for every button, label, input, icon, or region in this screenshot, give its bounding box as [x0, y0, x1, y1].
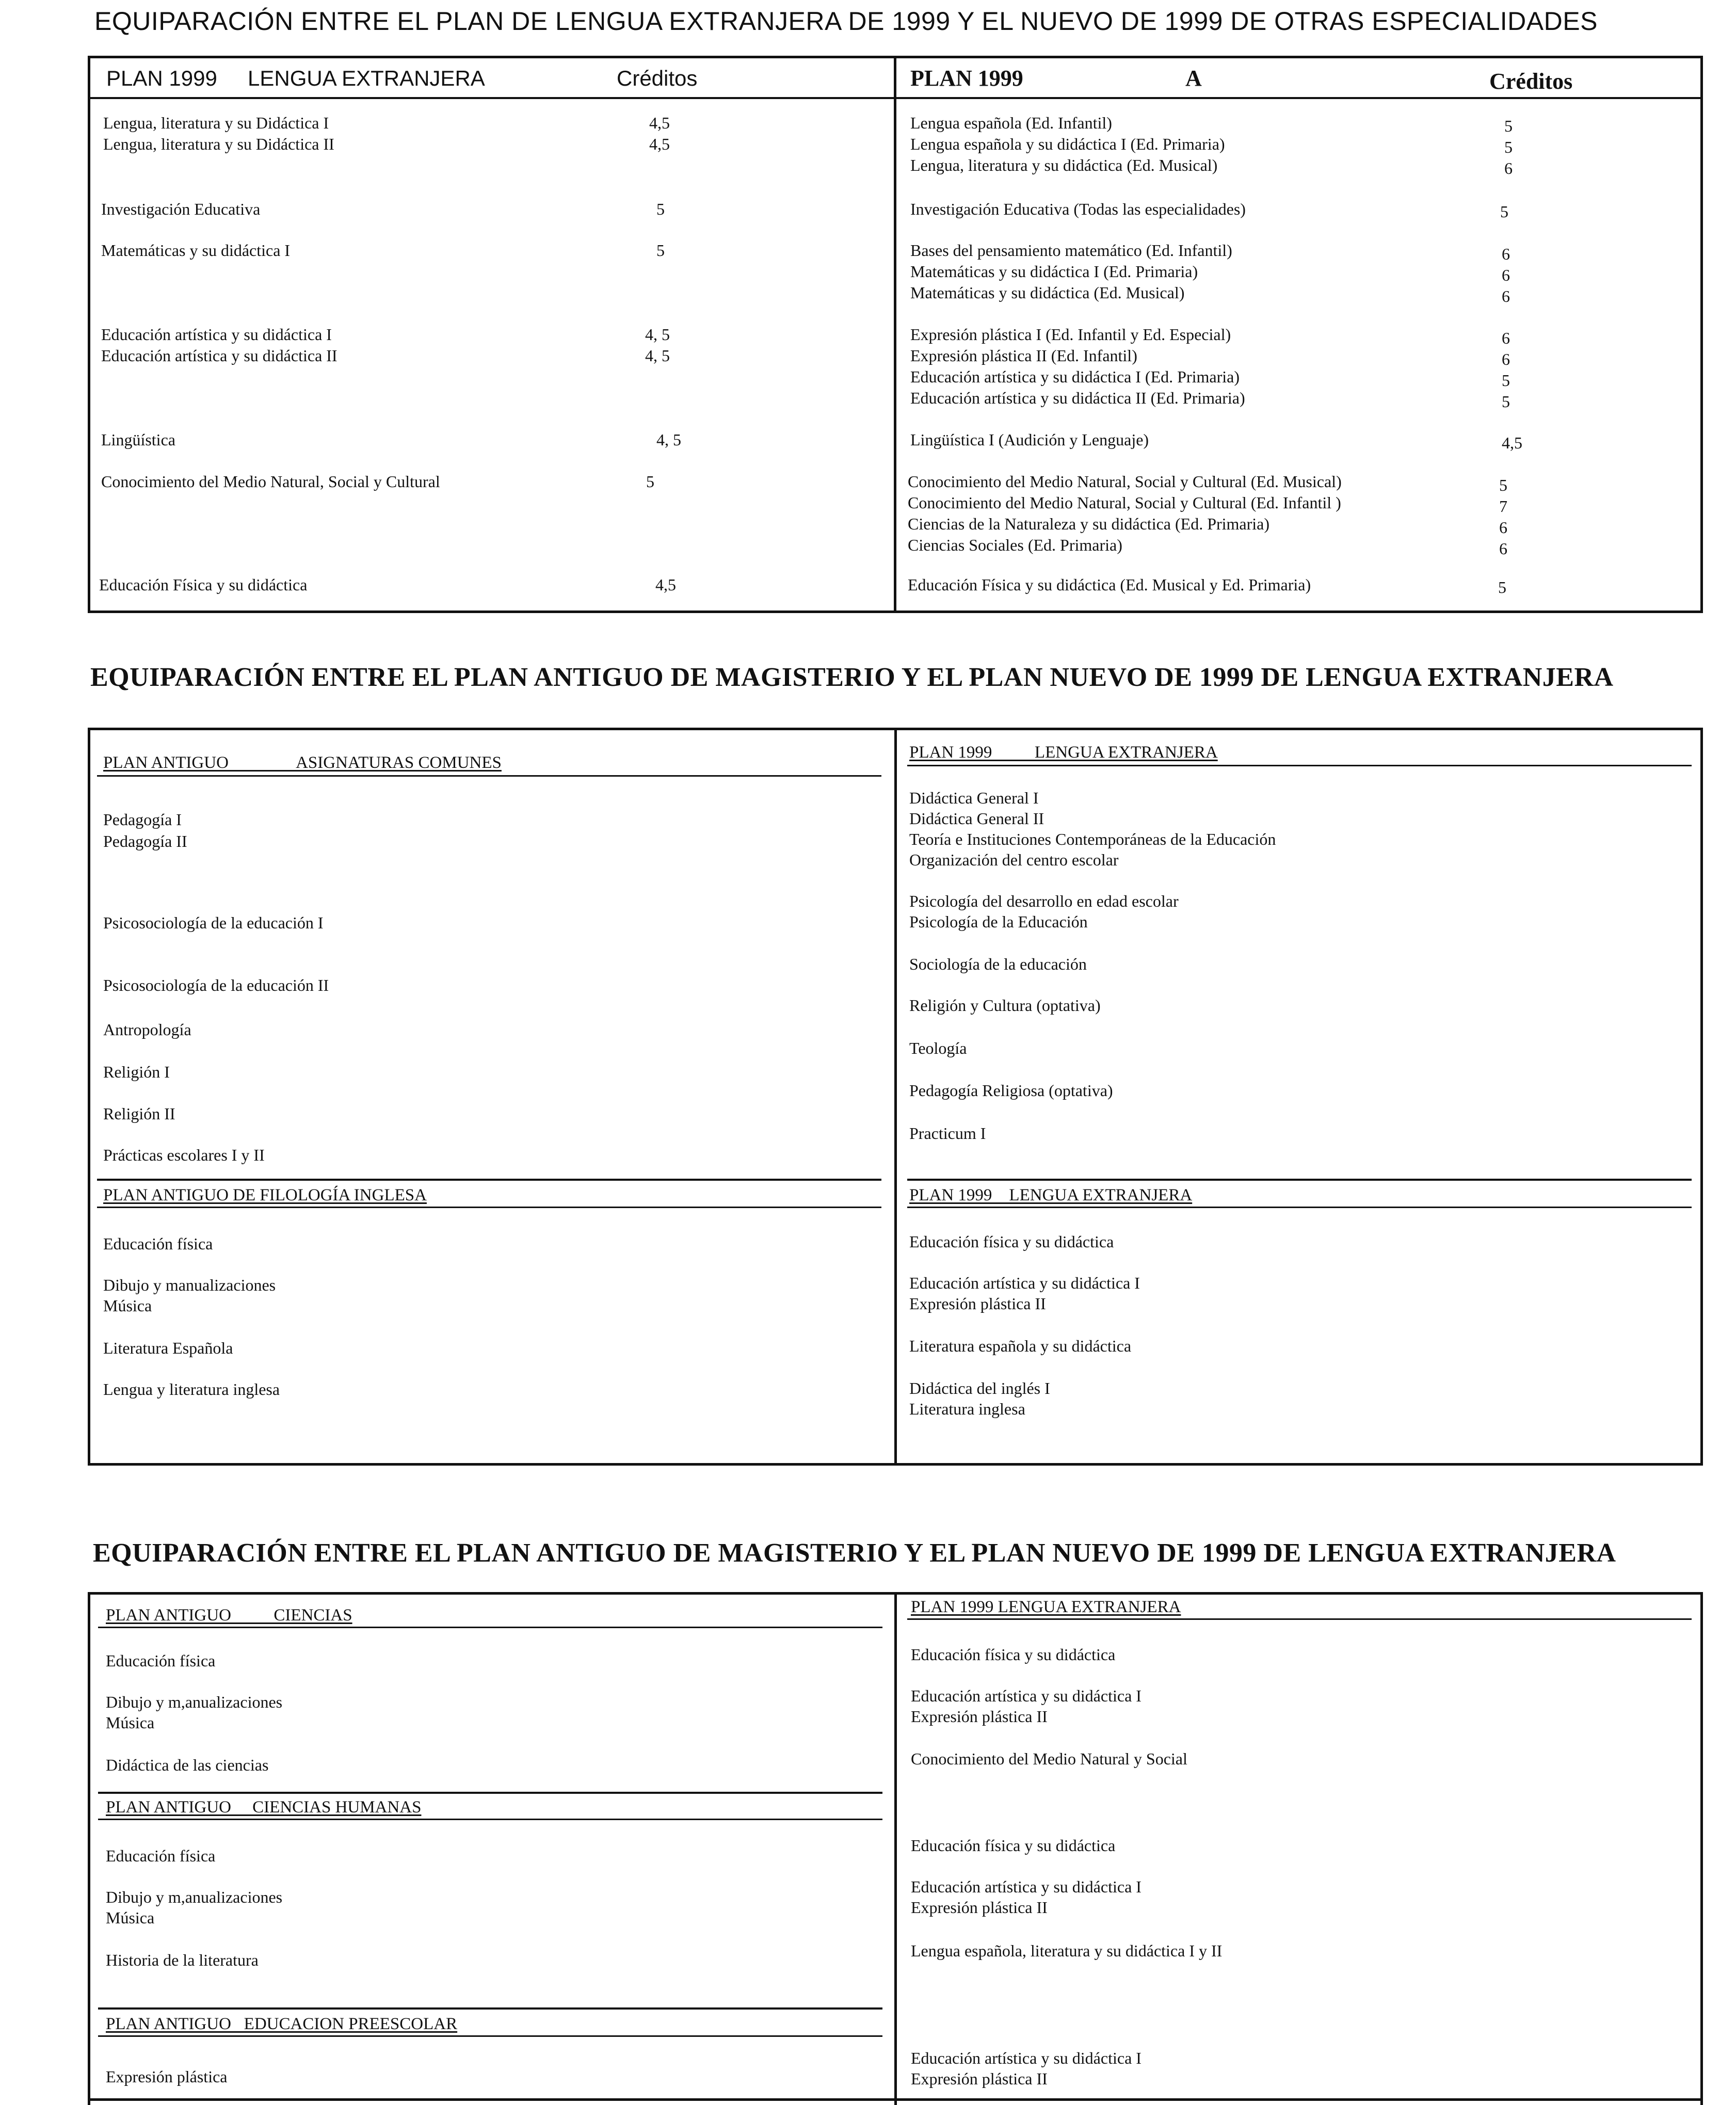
s1-right-credits: 6 [1504, 159, 1513, 178]
s1-left-credits: 4,5 [649, 114, 670, 132]
s1-group-3-right [910, 240, 1232, 303]
s3-b2-left-row: Educación física [106, 1846, 216, 1865]
s1-group-2-right [910, 199, 1246, 220]
s1-left-header-credits: Créditos [617, 66, 698, 90]
s1-left-subject: Educación artística y su didáctica I [101, 325, 332, 344]
s1-right-credits: 5 [1504, 138, 1513, 156]
s1-right-subject: Expresión plástica I (Ed. Infantil y Ed. Especial) [910, 325, 1231, 344]
s2-b1-left-row: Pedagogía I [103, 810, 182, 829]
s1-group-1-right-credits [1504, 116, 1513, 179]
s2-b1-right-row: Psicología del desarrollo en edad escolar [909, 892, 1179, 910]
s1-group-5-right [910, 429, 1149, 451]
s3-b1-left-row: Dibujo y m,anualizaciones [106, 1693, 283, 1711]
s1-right-credits: 5 [1499, 476, 1507, 494]
s2-b2-left-header: PLAN ANTIGUO DE FILOLOGÍA INGLESA [103, 1186, 427, 1204]
s2-b1-left-row: Antropología [103, 1020, 191, 1039]
s2-b2-right-row: Didáctica del inglés I [909, 1379, 1050, 1397]
s2-b1-left-row: Religión I [103, 1063, 170, 1081]
s2-b1-left-row: Pedagogía II [103, 832, 187, 850]
s2-b1-left-row: Psicosociología de la educación I [103, 913, 324, 932]
s1-left-subject: Conocimiento del Medio Natural, Social y Cultural [101, 472, 440, 491]
section3-title: EQUIPARACIÓN ENTRE EL PLAN ANTIGUO DE MAGISTERIO Y EL PLAN NUEVO DE 1999 DE LENGUA EXTRANJERA [93, 1538, 1616, 1568]
s1-group-1-right [910, 113, 1225, 176]
s1-group-3-right-credits [1502, 244, 1510, 307]
s2-b1-left-row: Psicosociología de la educación II [103, 976, 329, 994]
s3-b1-right-row: Educación artística y su didáctica I [911, 1686, 1142, 1705]
s1-right-credits: 6 [1502, 266, 1510, 284]
s1-left-credits: 4,5 [649, 135, 670, 153]
s1-right-credits: 5 [1498, 578, 1506, 597]
s1-group-6-right [908, 471, 1342, 556]
s1-left-credits: 5 [646, 472, 654, 491]
s2-b1-right-rule [907, 765, 1692, 766]
s1-right-credits: 5 [1500, 202, 1508, 221]
s2-b1-right-row: Practicum I [909, 1124, 986, 1143]
s1-right-header-credits: Créditos [1489, 69, 1573, 94]
s2-b2-left-rule [97, 1207, 881, 1208]
s1-right-subject: Conocimiento del Medio Natural, Social y Cultural (Ed. Infantil ) [908, 493, 1341, 512]
s1-right-header-plan: PLAN 1999 [910, 66, 1023, 91]
s1-group-4-left [101, 324, 337, 366]
s2-b1-right-row: Teología [909, 1039, 967, 1057]
s1-left-subject: Investigación Educativa [101, 200, 261, 218]
section1-header-rule [88, 97, 1703, 99]
s3-b3-left-row: Expresión plástica [106, 2067, 228, 2086]
section3-divider [894, 1592, 897, 2105]
s1-right-credits: 7 [1499, 497, 1507, 516]
s1-left-subject: Matemáticas y su didáctica I [101, 241, 291, 260]
s2-b2-left-row: Dibujo y manualizaciones [103, 1276, 276, 1294]
s1-group-7-right-credits [1498, 577, 1506, 598]
s1-left-credits: 5 [656, 241, 665, 260]
section1-divider [894, 56, 896, 613]
s1-right-credits: 6 [1502, 245, 1510, 263]
s1-right-credits: 6 [1502, 329, 1510, 347]
s1-group-6-right-credits [1499, 475, 1507, 559]
s2-b2-right-row: Educación artística y su didáctica I [909, 1274, 1140, 1292]
s1-group-5-right-credits [1502, 432, 1522, 454]
s1-group-1-left [103, 113, 334, 155]
s2-b1-right-row: Teoría e Instituciones Contemporáneas de la Educación [909, 830, 1276, 848]
s1-right-subject: Lengua, literatura y su didáctica (Ed. Musical) [910, 156, 1218, 174]
s2-b2-left-row: Educación física [103, 1234, 213, 1253]
s1-left-credits: 4,5 [655, 575, 676, 594]
s3-b2-right-row: Lengua española, literatura y su didáctica I y II [911, 1941, 1223, 1960]
s3-bottom-rule [88, 2098, 1703, 2101]
s3-b1-right-header: PLAN 1999 LENGUA EXTRANJERA [911, 1598, 1181, 1616]
s1-left-header-plan: PLAN 1999 [106, 66, 217, 90]
s1-group-3-left-credits [656, 240, 665, 261]
section1-title: EQUIPARACIÓN ENTRE EL PLAN DE LENGUA EXTRANJERA DE 1999 Y EL NUEVO DE 1999 DE OTRAS ESPECIALIDADES [94, 7, 1598, 36]
s1-right-subject: Lingüística I (Audición y Lenguaje) [910, 430, 1149, 449]
s3-b2-left-row: Historia de la literatura [106, 1951, 259, 1969]
s1-left-credits: 4, 5 [656, 430, 681, 449]
s2-b1-left-rule [97, 775, 881, 777]
s1-group-1-left-credits [649, 113, 670, 155]
s1-group-4-right-credits [1502, 328, 1510, 412]
s2-b1-left-row: Prácticas escolares I y II [103, 1146, 265, 1164]
s1-right-credits: 4,5 [1502, 433, 1522, 452]
s2-b1-right-row: Didáctica General II [909, 809, 1044, 828]
s2-b2-right-row: Literatura española y su didáctica [909, 1337, 1132, 1355]
s1-right-subject: Matemáticas y su didáctica I (Ed. Primaria) [910, 262, 1198, 281]
s1-left-credits: 4, 5 [645, 346, 670, 365]
s1-group-4-left-credits [645, 324, 670, 366]
s2-b1-right-header: PLAN 1999 LENGUA EXTRANJERA [909, 743, 1218, 762]
s2-b2-right-top-rule [907, 1179, 1692, 1181]
s3-b1-right-row: Conocimiento del Medio Natural y Social [911, 1749, 1187, 1768]
s1-group-2-left [101, 199, 260, 220]
s2-b1-right-row: Pedagogía Religiosa (optativa) [909, 1081, 1113, 1100]
s2-b1-right-row: Didáctica General I [909, 789, 1039, 807]
s3-b2-right-row: Educación física y su didáctica [911, 1836, 1116, 1855]
s1-left-subject: Lengua, literatura y su Didáctica I [103, 114, 329, 132]
s1-left-subject: Lingüística [101, 430, 175, 449]
s1-right-subject: Lengua española y su didáctica I (Ed. Primaria) [910, 135, 1225, 153]
s1-right-subject: Educación artística y su didáctica I (Ed. Primaria) [910, 367, 1240, 386]
s1-left-subject: Educación artística y su didáctica II [101, 346, 337, 365]
s1-left-subject: Educación Física y su didáctica [99, 575, 308, 594]
s3-b1-right-row: Educación física y su didáctica [911, 1645, 1116, 1664]
s1-right-subject: Matemáticas y su didáctica (Ed. Musical) [910, 283, 1185, 302]
s1-right-credits: 6 [1502, 287, 1510, 306]
s1-right-credits: 5 [1502, 371, 1510, 390]
s1-left-header-name: LENGUA EXTRANJERA [248, 66, 485, 90]
s3-b1-left-row: Música [106, 1713, 155, 1732]
s2-b1-left-row: Religión II [103, 1104, 175, 1123]
s1-right-subject: Ciencias Sociales (Ed. Primaria) [908, 536, 1122, 554]
s3-b3-left-rule [98, 2035, 882, 2037]
s2-b2-right-rule [907, 1207, 1692, 1208]
s1-right-credits: 5 [1504, 117, 1513, 135]
s1-group-4-right [910, 324, 1245, 409]
s2-b2-right-row: Educación física y su didáctica [909, 1232, 1114, 1251]
s1-group-3-left [101, 240, 290, 261]
s1-right-subject: Conocimiento del Medio Natural, Social y Cultural (Ed. Musical) [908, 472, 1342, 491]
s1-group-6-left-credits [646, 471, 654, 492]
s1-left-subject: Lengua, literatura y su Didáctica II [103, 135, 334, 153]
section2-title: EQUIPARACIÓN ENTRE EL PLAN ANTIGUO DE MAGISTERIO Y EL PLAN NUEVO DE 1999 DE LENGUA EXTRANJERA [90, 663, 1614, 692]
s2-b2-right-header: PLAN 1999 LENGUA EXTRANJERA [909, 1186, 1193, 1204]
s3-b2-left-row: Música [106, 1908, 155, 1927]
s2-b2-left-top-rule [97, 1179, 881, 1181]
section2-divider [894, 728, 897, 1466]
s1-group-7-left-credits [655, 574, 676, 596]
s2-b2-right-row: Literatura inglesa [909, 1400, 1025, 1418]
s2-b2-left-row: Literatura Española [103, 1339, 233, 1357]
s2-b1-right-row: Organización del centro escolar [909, 850, 1119, 869]
s1-group-5-left-credits [656, 429, 681, 451]
s1-right-subject: Bases del pensamiento matemático (Ed. Infantil) [910, 241, 1232, 260]
s1-group-5-left [101, 429, 175, 451]
s2-b2-left-row: Música [103, 1296, 152, 1315]
s1-right-subject: Expresión plástica II (Ed. Infantil) [910, 346, 1137, 365]
s2-b1-right-row: Religión y Cultura (optativa) [909, 996, 1101, 1015]
s1-group-2-left-credits [656, 199, 665, 220]
s1-right-credits: 5 [1502, 392, 1510, 411]
s1-right-credits: 6 [1502, 350, 1510, 368]
s3-b1-left-row: Didáctica de las ciencias [106, 1756, 269, 1774]
s1-right-credits: 6 [1499, 518, 1507, 537]
s3-b3-right-row: Expresión plástica II [911, 2069, 1048, 2088]
s3-b3-left-top-rule [98, 2007, 882, 2010]
s1-group-6-left [101, 471, 440, 492]
s2-b1-right-row: Sociología de la educación [909, 955, 1087, 973]
s3-b3-right-row: Educación artística y su didáctica I [911, 2049, 1142, 2067]
s3-b1-left-rule [98, 1627, 882, 1628]
s1-group-2-right-credits [1500, 201, 1508, 222]
s1-right-subject: Educación Física y su didáctica (Ed. Musical y Ed. Primaria) [908, 575, 1311, 594]
s1-left-credits: 5 [656, 200, 665, 218]
s3-b3-left-header: PLAN ANTIGUO EDUCACION PREESCOLAR [106, 2015, 458, 2033]
s3-b2-right-row: Expresión plástica II [911, 1898, 1048, 1917]
s3-b2-left-rule [98, 1819, 882, 1820]
s1-right-header-name: A [1185, 66, 1202, 91]
s1-right-subject: Ciencias de la Naturaleza y su didáctica (Ed. Primaria) [908, 515, 1270, 533]
s1-left-credits: 4, 5 [645, 325, 670, 344]
s1-right-credits: 6 [1499, 539, 1507, 558]
s1-right-subject: Lengua española (Ed. Infantil) [910, 114, 1112, 132]
s2-b1-right-row: Psicología de la Educación [909, 912, 1088, 931]
s3-b2-right-row: Educación artística y su didáctica I [911, 1877, 1142, 1896]
s1-right-subject: Educación artística y su didáctica II (Ed. Primaria) [910, 389, 1245, 407]
s3-b1-right-row: Expresión plástica II [911, 1707, 1048, 1726]
s3-b1-left-header: PLAN ANTIGUO CIENCIAS [106, 1606, 352, 1625]
s3-b1-right-rule [907, 1618, 1692, 1620]
s3-b1-left-row: Educación física [106, 1651, 216, 1670]
s3-b2-left-top-rule [98, 1792, 882, 1794]
s1-group-7-left [99, 574, 307, 596]
s1-right-subject: Investigación Educativa (Todas las especialidades) [910, 200, 1246, 218]
s2-b2-right-row: Expresión plástica II [909, 1294, 1046, 1313]
s3-b2-left-row: Dibujo y m,anualizaciones [106, 1888, 283, 1906]
s2-b2-left-row: Lengua y literatura inglesa [103, 1380, 280, 1399]
s2-b1-left-header: PLAN ANTIGUO ASIGNATURAS COMUNES [103, 753, 502, 772]
s1-group-7-right [908, 574, 1311, 596]
s3-b2-left-header: PLAN ANTIGUO CIENCIAS HUMANAS [106, 1798, 422, 1817]
